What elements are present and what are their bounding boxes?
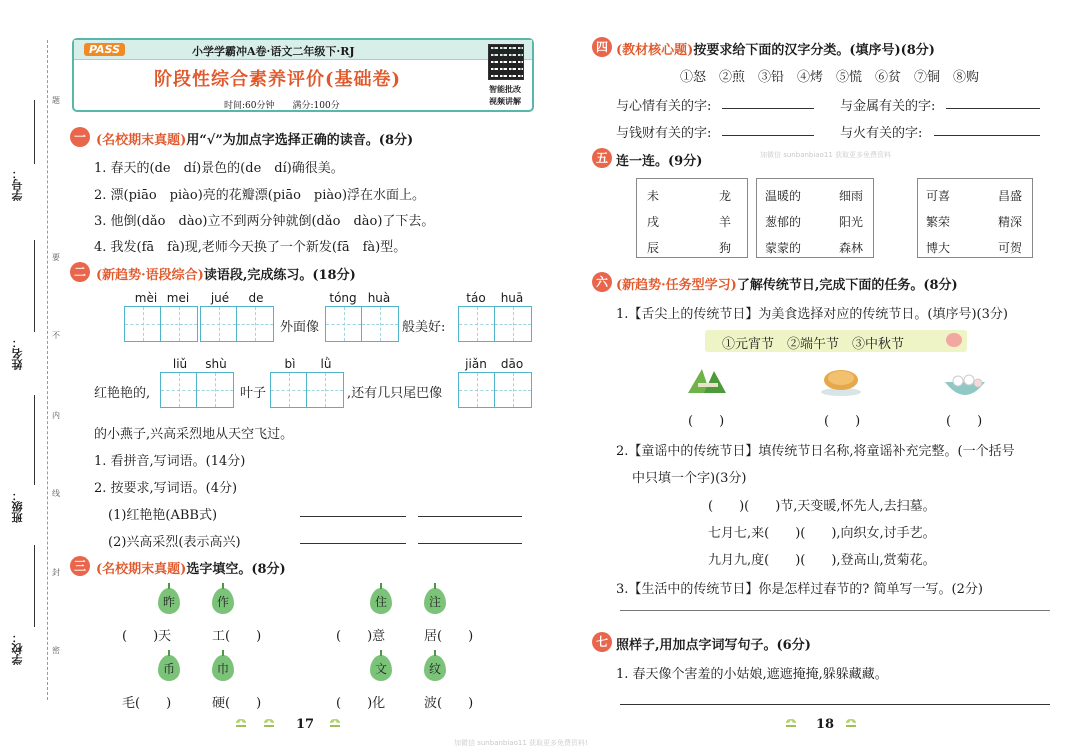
- match-item[interactable]: 森林: [839, 241, 864, 255]
- fill-blank[interactable]: 工( ): [212, 629, 262, 644]
- passage-text: 红艳艳的,: [94, 386, 151, 401]
- s1-item-4: 4. 我发(fā fà)现,老师今天换了一个新发(fā fà)型。: [94, 240, 407, 255]
- student-id-label: 学号：: [11, 168, 24, 201]
- fill-blank[interactable]: 居( ): [424, 629, 474, 644]
- match-item[interactable]: 戌: [647, 215, 660, 229]
- passage-text: 外面像: [280, 320, 320, 335]
- answer-paren[interactable]: ( ): [688, 414, 725, 429]
- section-1-tag: (名校期末真题): [96, 133, 187, 148]
- section-5-number: 五: [592, 148, 612, 168]
- exam-meta: 时间:60分钟 满分:100分: [224, 101, 340, 111]
- sprout-icon: [236, 719, 246, 727]
- match-item[interactable]: 可喜: [926, 189, 951, 203]
- page-number-right: 18: [816, 717, 835, 732]
- match-item[interactable]: 温暖的: [765, 189, 802, 203]
- s4-characters: ①怒 ②煎 ③铅 ④烤 ⑤慌 ⑥贫 ⑦铜 ⑧购: [680, 70, 980, 85]
- section-4-title: 按要求给下面的汉字分类。(填序号)(8分): [693, 43, 935, 58]
- pinyin: mèi: [134, 291, 158, 305]
- pinyin: tóng: [329, 291, 357, 305]
- s2-question-2: 2. 按要求,写词语。(4分): [94, 481, 238, 496]
- answer-line[interactable]: [300, 543, 406, 544]
- leaf-char: 昨: [158, 588, 180, 614]
- sprout-icon: [264, 719, 274, 727]
- s7-question-1: 1. 春天像个害羞的小姑娘,遮遮掩掩,躲躲藏藏。: [616, 667, 888, 682]
- s2-question-2a: (1)红艳艳(ABB式): [108, 508, 218, 523]
- section-2-title: 读语段,完成练习。(18分): [203, 268, 356, 283]
- answer-line[interactable]: [722, 108, 814, 109]
- s4-category-money: 与钱财有关的字:: [616, 126, 712, 141]
- student-id-field[interactable]: [34, 100, 35, 164]
- page-title: 阶段性综合素养评价(基础卷): [154, 69, 402, 90]
- leaf-char: 文: [370, 655, 392, 681]
- section-3-tag: (名校期末真题): [96, 562, 187, 577]
- pinyin: shù: [205, 357, 227, 371]
- series-title: 小学学霸冲A卷·语文二年级下·RJ: [192, 45, 355, 58]
- pinyin: jué: [210, 291, 230, 305]
- writing-box-tonghua[interactable]: [325, 306, 399, 342]
- match-box-idioms: [917, 178, 1033, 258]
- leaf-char: 币: [158, 655, 180, 681]
- section-7-title: 照样子,用加点字词写句子。(6分): [616, 638, 811, 653]
- binding-dashed-line: [47, 40, 48, 700]
- lotus-icon: [946, 333, 962, 347]
- answer-line[interactable]: [934, 135, 1040, 136]
- s2-question-1: 1. 看拼音,写词语。(14分): [94, 454, 246, 469]
- rhyme-line-1[interactable]: ( )( )节,天变暖,怀先人,去扫墓。: [708, 499, 936, 514]
- pinyin: bì: [284, 357, 296, 371]
- sprout-icon: [330, 719, 340, 727]
- s6-question-3: 3.【生活中的传统节日】你是怎样过春节的? 简单写一写。(2分): [616, 582, 983, 597]
- match-item[interactable]: 辰: [647, 241, 660, 255]
- student-name-label: 姓名：: [11, 337, 24, 370]
- writing-box-juede[interactable]: [200, 306, 274, 342]
- fill-blank[interactable]: ( )天: [122, 629, 172, 644]
- section-2-tag: (新趋势·语段综合): [96, 268, 204, 283]
- answer-line[interactable]: [418, 516, 522, 517]
- qr-caption-2: 视频讲解: [489, 96, 521, 106]
- leaf-char: 纹: [424, 655, 446, 681]
- qr-code-icon[interactable]: [488, 44, 524, 80]
- section-6-tag: (新趋势·任务型学习): [616, 278, 737, 293]
- answer-line[interactable]: [418, 543, 522, 544]
- fill-blank[interactable]: ( )意: [336, 629, 386, 644]
- s1-item-3: 3. 他倒(dǎo dào)立不到两分钟就倒(dǎo dào)了下去。: [94, 214, 435, 229]
- section-3-number: 三: [70, 556, 90, 576]
- pinyin: dāo: [500, 357, 524, 371]
- zongzi-icon: [684, 365, 730, 399]
- answer-line[interactable]: [300, 516, 406, 517]
- tangyuan-icon: [942, 368, 988, 402]
- page-number-left: 17: [296, 717, 315, 732]
- writing-box-taohua[interactable]: [458, 306, 532, 342]
- answer-line[interactable]: [620, 610, 1050, 611]
- answer-paren[interactable]: ( ): [946, 414, 983, 429]
- pinyin: liǔ: [172, 357, 188, 371]
- exam-header: [72, 38, 534, 112]
- passage-text: ,还有几只尾巴像: [347, 386, 443, 401]
- passage-text: 般美好:: [402, 320, 446, 335]
- passage-text: 的小燕子,兴高采烈地从天空飞过。: [94, 427, 294, 442]
- pinyin: huā: [500, 291, 524, 305]
- s1-item-1: 1. 春天的(de dí)景色的(de dí)确很美。: [94, 161, 344, 176]
- binding-word: 内: [52, 411, 60, 420]
- watermark: 加微信 sunbanbiao11 获取更多免费资料: [760, 151, 892, 159]
- match-item[interactable]: 阳光: [839, 215, 864, 229]
- s6-question-1: 1.【舌尖上的传统节日】为美食选择对应的传统节日。(填序号)(3分): [616, 307, 1008, 322]
- section-6-heading: [616, 274, 958, 293]
- binding-word: 线: [52, 489, 60, 498]
- leaf-char: 作: [212, 588, 234, 614]
- school-label: 学校：: [11, 632, 24, 665]
- class-label: 班级：: [11, 490, 24, 523]
- section-4-heading: [616, 39, 935, 58]
- pass-logo: PASS: [84, 43, 125, 56]
- section-1-heading: [96, 129, 413, 148]
- answer-paren[interactable]: ( ): [824, 414, 861, 429]
- binding-word: 题: [52, 96, 60, 105]
- match-item[interactable]: 精深: [998, 215, 1023, 229]
- section-1-title: 用“√”为加点字选择正确的读音。(8分): [186, 133, 414, 148]
- section-7-number: 七: [592, 632, 612, 652]
- pinyin: lǜ: [320, 357, 332, 371]
- section-6-number: 六: [592, 272, 612, 292]
- sprout-icon: [846, 719, 856, 727]
- match-item[interactable]: 未: [647, 189, 660, 203]
- s2-question-2b: (2)兴高采烈(表示高兴): [108, 535, 241, 550]
- match-item[interactable]: 细雨: [839, 189, 864, 203]
- binding-word: 不: [52, 331, 60, 340]
- section-2-number: 二: [70, 262, 90, 282]
- leaf-char: 注: [424, 588, 446, 614]
- s4-category-fire: 与火有关的字:: [840, 126, 923, 141]
- pinyin: táo: [466, 291, 486, 305]
- binding-word: 要: [52, 253, 60, 262]
- passage-text: 叶子: [240, 386, 267, 401]
- fill-blank[interactable]: 波( ): [424, 696, 474, 711]
- writing-box-jiandao[interactable]: [458, 372, 532, 408]
- match-item[interactable]: 羊: [719, 215, 732, 229]
- school-field[interactable]: [34, 545, 35, 627]
- fill-blank[interactable]: 毛( ): [122, 696, 172, 711]
- match-item[interactable]: 狗: [719, 241, 732, 255]
- sprout-icon: [786, 719, 796, 727]
- match-box-zodiac: [636, 178, 748, 258]
- section-2-heading: [96, 264, 356, 283]
- answer-line[interactable]: [722, 135, 814, 136]
- fill-blank[interactable]: ( )化: [336, 696, 386, 711]
- s4-category-metal: 与金属有关的字:: [840, 99, 936, 114]
- section-6-title: 了解传统节日,完成下面的任务。(8分): [736, 278, 958, 293]
- match-item[interactable]: 可贺: [998, 241, 1023, 255]
- match-item[interactable]: 繁荣: [926, 215, 951, 229]
- section-3-heading: [96, 558, 286, 577]
- match-item[interactable]: 昌盛: [998, 189, 1023, 203]
- class-field[interactable]: [34, 395, 35, 485]
- section-3-title: 选字填空。(8分): [186, 562, 286, 577]
- rhyme-line-3[interactable]: 九月九,度( )( ),登高山,赏菊花。: [708, 553, 936, 568]
- festival-options: ①元宵节 ②端午节 ③中秋节: [722, 337, 905, 352]
- leaf-char: 巾: [212, 655, 234, 681]
- match-item[interactable]: 博大: [926, 241, 951, 255]
- pinyin: jiǎn: [465, 357, 487, 371]
- fill-blank[interactable]: 硬( ): [212, 696, 262, 711]
- binding-word: 密: [52, 646, 60, 655]
- writing-box-liushu[interactable]: [160, 372, 234, 408]
- match-box-phrases: [756, 178, 874, 258]
- section-4-tag: (教材核心题): [616, 43, 694, 58]
- mooncake-icon: [818, 364, 864, 398]
- leaf-char: 住: [370, 588, 392, 614]
- watermark: 加微信 sunbanbiao11 获取更多免费资料!: [454, 739, 588, 747]
- s1-item-2: 2. 漂(piāo piào)亮的花瓣漂(piāo piào)浮在水面上。: [94, 188, 426, 203]
- s6-question-2: 2.【童谣中的传统节日】填传统节日名称,将童谣补充完整。(一个括号: [616, 444, 1015, 459]
- pinyin: huà: [367, 291, 391, 305]
- s6-question-2-cont: 中只填一个字)(3分): [632, 471, 747, 486]
- writing-box-meimei[interactable]: [124, 306, 198, 342]
- s4-category-mood: 与心情有关的字:: [616, 99, 712, 114]
- student-name-field[interactable]: [34, 240, 35, 332]
- section-1-number: 一: [70, 127, 90, 147]
- writing-box-bilv[interactable]: [270, 372, 344, 408]
- section-5-title: 连一连。(9分): [616, 154, 703, 169]
- qr-caption-1: 智能批改: [489, 84, 521, 94]
- pinyin: mei: [166, 291, 190, 305]
- pinyin: de: [248, 291, 264, 305]
- match-item[interactable]: 蒙蒙的: [765, 241, 802, 255]
- answer-line[interactable]: [946, 108, 1040, 109]
- section-4-number: 四: [592, 37, 612, 57]
- binding-word: 封: [52, 568, 60, 577]
- match-item[interactable]: 龙: [719, 189, 732, 203]
- answer-line[interactable]: [620, 704, 1050, 705]
- match-item[interactable]: 葱郁的: [765, 215, 802, 229]
- rhyme-line-2[interactable]: 七月七,来( )( ),向织女,讨手艺。: [708, 526, 936, 541]
